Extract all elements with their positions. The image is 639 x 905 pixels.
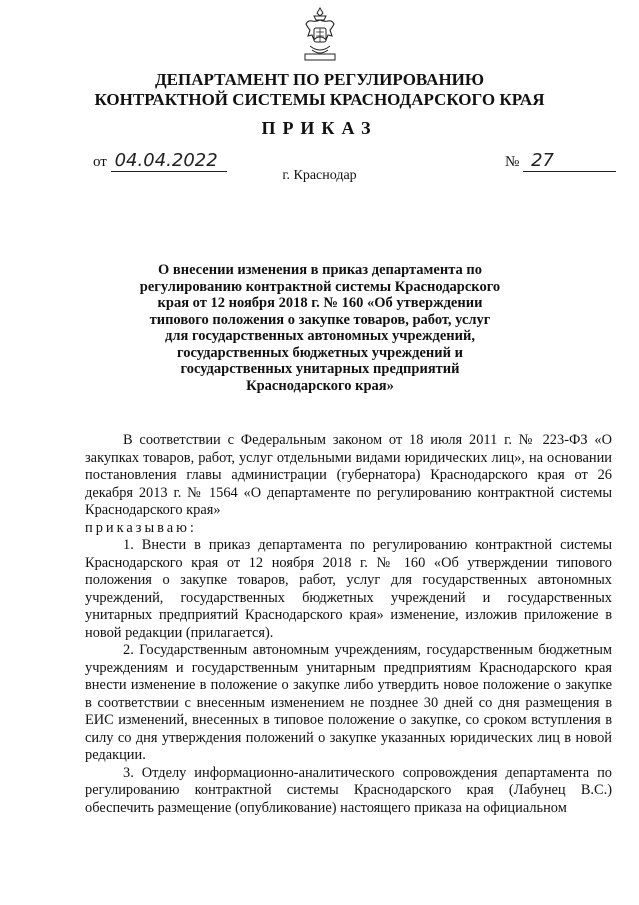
coat-of-arms-icon (300, 6, 340, 66)
number-value: 27 (523, 150, 616, 172)
item-3-paragraph: 3. Отделу информационно-аналитического сопровождения департамента по регулированию контрактной системы Краснодарского края (Лабунец В.С.) обеспечить размещение (опубликование) настоящего приказа на официальном (85, 764, 612, 816)
title-line: Краснодарского края» (246, 377, 394, 394)
title-line: типового положения о закупке товаров, работ, услуг (149, 311, 491, 328)
document-type: ПРИКАЗ (261, 118, 378, 138)
city: г. Краснодар (282, 168, 357, 183)
number-prefix: № (505, 154, 520, 170)
title-line: государственных бюджетных учреждений и (177, 344, 463, 361)
title-line: края от 12 ноября 2018 г. № 160 «Об утверждении (157, 295, 483, 311)
order-word: приказываю: (85, 519, 197, 536)
title-line: регулированию контрактной системы Краснодарского (139, 278, 501, 295)
date-prefix: от (93, 154, 107, 170)
document-body (85, 432, 612, 817)
preamble-paragraph: В соответствии с Федеральным законом от 18 июля 2011 г. № 223-ФЗ «О закупках товаров, работ, услуг отдельными видами юридических лиц», на основании постановления главы администрации (губернатора) Краснодарского края от 26 декабря 2013 г. № 1564 «О департаменте по регулированию контрактной системы Краснодарского края» (85, 432, 612, 518)
org-name-line2: КОНТРАКТНОЙ СИСТЕМЫ КРАСНОДАРСКОГО КРАЯ (94, 90, 545, 109)
title-line: О внесении изменения в приказ департамента по (157, 262, 482, 278)
org-name-line1: ДЕПАРТАМЕНТ ПО РЕГУЛИРОВАНИЮ (154, 70, 485, 89)
document-title (110, 262, 530, 394)
title-line: государственных унитарных предприятий (180, 361, 460, 377)
item-1-paragraph: 1. Внести в приказ департамента по регулированию контрактной системы Краснодарского края от 12 ноября 2018 г. № 160 «Об утверждении типового положения о закупке товаров, работ, услуг для государственных автономных учреждений, государственных бюджетных учреждений и государственных унитарных предприятий Краснодарского края» изменение, изложив приложение в новой редакции (прилагается). (85, 537, 612, 641)
date-value: 04.04.2022 (111, 150, 227, 172)
item-2-paragraph: 2. Государственным автономным учреждениям, государственным бюджетным учреждениям и государственным унитарным предприятиям Краснодарского края внести изменение в положение о закупке либо утвердить новое положение о закупке в соответствии с внесенным изменением не позднее 30 дней со дня размещения в ЕИС изменений, внесенных в типовое положение о закупке, со сроком вступления в силу со дня утверждения положений о закупке указанных юридических лиц в новой редакции. (85, 642, 612, 763)
title-line: для государственных автономных учреждений, (165, 328, 475, 344)
